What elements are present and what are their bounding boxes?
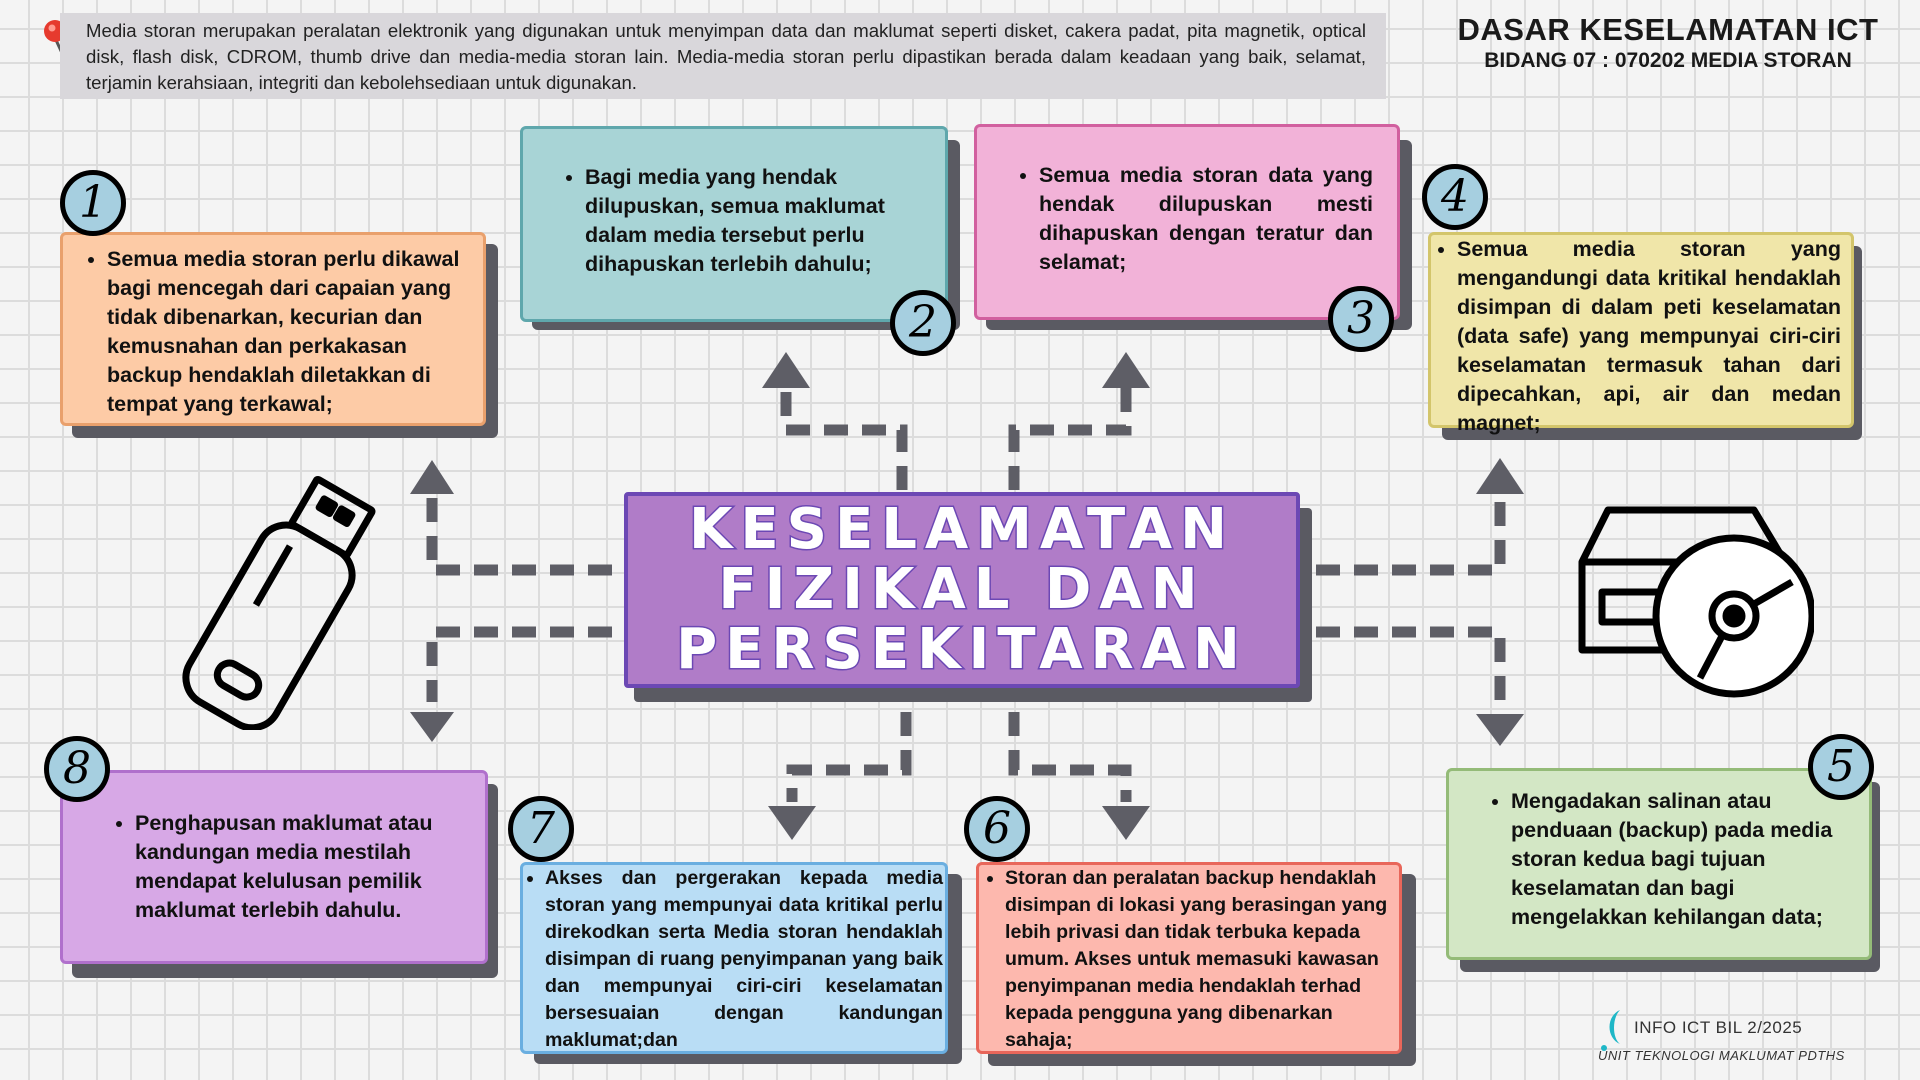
number-badge-6: 6	[964, 796, 1030, 862]
footer-info: INFO ICT BIL 2/2025	[1634, 1018, 1803, 1037]
number-badge-2: 2	[890, 290, 956, 356]
item-text-3: • Semua media storan data yang hendak dilupuskan mesti dihapuskan dengan teratur dan selamat;	[1039, 161, 1373, 277]
page-header	[1448, 12, 1888, 74]
page-subtitle: BIDANG 07 : 070202 MEDIA STORAN	[1484, 49, 1852, 72]
number-badge-8: 8	[44, 736, 110, 802]
number-badge-7: 7	[508, 796, 574, 862]
center-title-line: PERSEKITARAN	[676, 617, 1248, 682]
footer-unit: UNIT TEKNOLOGI MAKLUMAT PDTHS	[1598, 1048, 1845, 1063]
intro-description: Media storan merupakan peralatan elektronik yang digunakan untuk menyimpan data dan maklumat seperti disket, cakera padat, pita magnetik, optical disk, flash disk, CDROM, thumb drive dan media-media storan lain. Media-media storan perlu dipastikan berada dalam keadaan yang baik, selamat, terjamin kerahsiaan, integriti dan kebolehsediaan untuk digunakan.	[60, 13, 1386, 99]
item-card-8	[60, 770, 488, 964]
disk-drive-cd-icon	[1574, 500, 1814, 700]
brand-logo-icon	[1600, 1008, 1628, 1052]
page-title: DASAR KESELAMATAN ICT	[1457, 12, 1879, 47]
usb-flash-drive-icon	[170, 460, 380, 730]
item-card-3	[974, 124, 1400, 320]
center-title-box	[624, 492, 1300, 688]
item-text-7: • Akses dan pergerakan kepada media storan yang mempunyai data kritikal perlu direkodkan serta Media storan hendaklah disimpan di ruang penyimpanan yang baik dan mempunyai ciri-ciri keselamatan bersesuaian dengan kandungan maklumat;dan	[545, 865, 943, 1054]
item-text-4: • Semua media storan yang mengandungi data kritikal hendaklah disimpan di dalam peti keselamatan (data safe) yang mempunyai ciri-ciri keselamatan termasuk tahan dari dipecahkan, api, air dan medan magnet;	[1457, 235, 1841, 438]
item-text-6: • Storan dan peralatan backup hendaklah disimpan di lokasi yang berasingan yang lebih privasi dan tidak terbuka kepada umum. Akses untuk memasuki kawasan penyimpanan media hendaklah terhad kepada pengguna yang dibenarkan sahaja;	[1005, 865, 1395, 1054]
number-badge-5: 5	[1808, 734, 1874, 800]
item-card-7	[520, 862, 948, 1054]
item-card-4	[1428, 232, 1854, 435]
center-title-line: FIZIKAL DAN	[718, 557, 1206, 622]
number-badge-4: 4	[1422, 164, 1488, 230]
item-text-8: • Penghapusan maklumat atau kandungan media mestilah mendapat kelulusan pemilik maklumat terlebih dahulu.	[135, 809, 465, 925]
item-text-5: • Mengadakan salinan atau penduaan (backup) pada media storan kedua bagi tujuan keselamatan dan bagi mengelakkan kehilangan data;	[1511, 787, 1849, 932]
center-title-line: KESELAMATAN	[688, 497, 1236, 562]
number-badge-1: 1	[60, 170, 126, 236]
item-card-6	[976, 862, 1402, 1054]
item-card-5	[1446, 768, 1872, 960]
item-text-1: • Semua media storan perlu dikawal bagi mencegah dari capaian yang tidak dibenarkan, kecurian dan kemusnahan dan perkakasan backup hendaklah diletakkan di tempat yang terkawal;	[107, 245, 471, 419]
item-text-2: • Bagi media yang hendak dilupuskan, semua maklumat dalam media tersebut perlu dihapuskan terlebih dahulu;	[585, 163, 915, 279]
item-card-2	[520, 126, 948, 322]
item-card-1	[60, 232, 486, 426]
number-badge-3: 3	[1328, 286, 1394, 352]
